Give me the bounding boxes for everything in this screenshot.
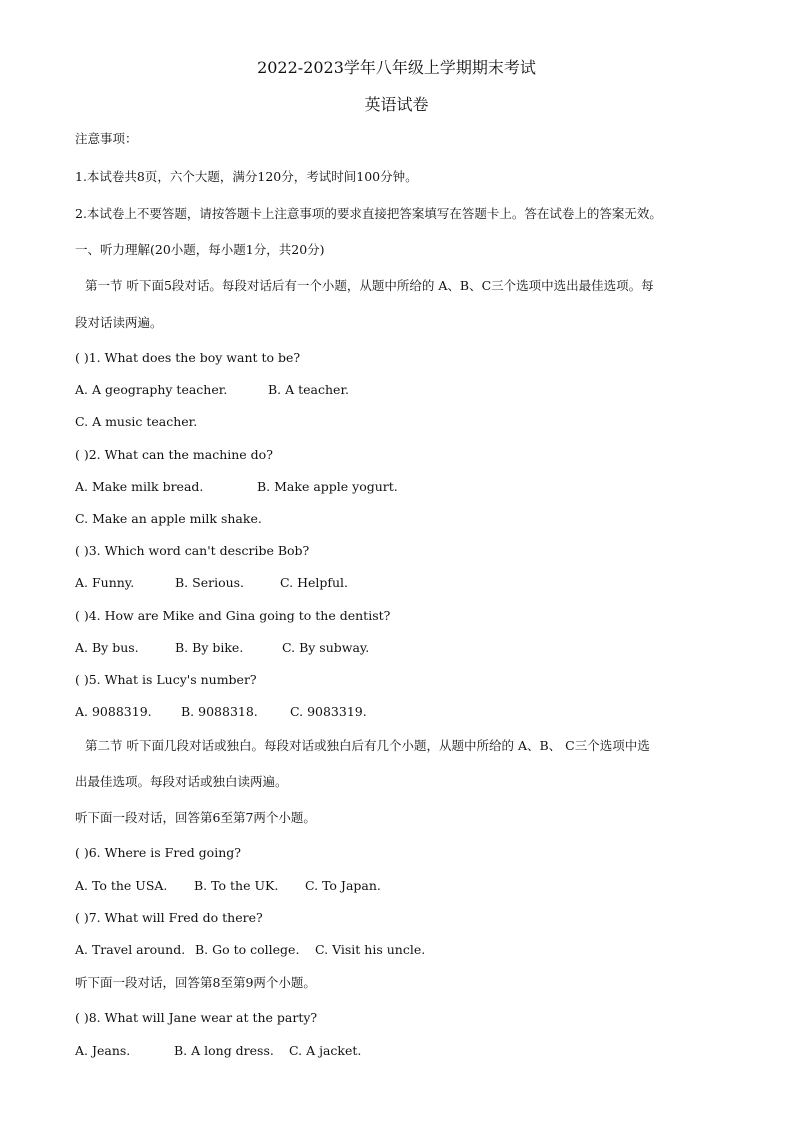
question-2: ( )2. What can the machine do? [75,447,273,462]
option-b: B. 9088318. [181,704,258,719]
option-a: A. By bus. [75,640,139,655]
option-b: B. Make apple yogurt. [257,479,398,494]
option-c: C. Helpful. [280,575,349,590]
option-a: A. Make milk bread. [75,479,204,494]
dialogue-note-1: 听下面一段对话，回答第6至第7两个小题。 [75,810,316,825]
notes-heading: 注意事项： [75,131,138,146]
option-b: B. A long dress. [174,1043,274,1058]
option-a: A. 9088319. [75,704,152,719]
option-c: C. 9083319. [290,704,367,719]
option-c: C. To Japan. [305,878,381,893]
question-3-options [75,575,348,591]
question-5-options [75,704,367,720]
option-c: C. Visit his uncle. [315,942,426,957]
option-a: A. Jeans. [75,1043,131,1058]
option-b: B. Go to college. [195,942,300,957]
question-7-options [75,942,425,958]
notes-item-2: 2.本试卷上不要答题，请按答题卡上注意事项的要求直接把答案填写在答题卡上。答在试卷上的答案无效。 [75,206,662,221]
question-3: ( )3. Which word can't describe Bob? [75,543,310,558]
question-4: ( )4. How are Mike and Gina going to the dentist? [75,608,391,623]
exam-subtitle: 英语试卷 [364,95,429,114]
option-a: A. To the USA. [75,878,168,893]
question-5: ( )5. What is Lucy's number? [75,672,257,687]
option-b: B. Serious. [175,575,245,590]
option-b: B. To the UK. [194,878,279,893]
dialogue-note-2: 听下面一段对话，回答第8至第9两个小题。 [75,975,316,990]
option-b: B. By bike. [175,640,244,655]
part1-intro-line1: 第一节 听下面5段对话。每段对话后有一个小题，从题中所给的 A、B、C三个选项中选出最佳选项。每 [85,278,654,293]
option-c: C. By subway. [282,640,370,655]
section-title: 一、听力理解(20小题，每小题1分，共20分) [75,242,325,257]
part2-intro-line1: 第二节 听下面几段对话或独白。每段对话或独白后有几个小题，从题中所给的 A、B、 C三个选项中选 [85,738,650,753]
part2-intro-line2: 出最佳选项。每段对话或独白读两遍。 [75,774,288,789]
question-6-options [75,878,381,894]
question-8-options [75,1043,361,1059]
question-2-option-c: C. Make an apple milk shake. [75,511,262,526]
notes-item-1: 1.本试卷共8页，六个大题，满分120分，考试时间100分钟。 [75,169,418,184]
question-6: ( )6. Where is Fred going? [75,845,241,860]
option-b: B. A teacher. [268,382,350,397]
option-a: A. Funny. [75,575,135,590]
question-8: ( )8. What will Jane wear at the party? [75,1010,318,1025]
option-c: C. A jacket. [289,1043,362,1058]
exam-title: 2022-2023学年八年级上学期期末考试 [257,58,536,77]
question-1-options [75,382,349,398]
question-1-option-c: C. A music teacher. [75,414,198,429]
part1-intro-line2: 段对话读两遍。 [75,315,163,330]
option-a: A. A geography teacher. [75,382,228,397]
option-a: A. Travel around. [75,942,186,957]
question-1: ( )1. What does the boy want to be? [75,350,301,365]
question-4-options [75,640,369,656]
question-7: ( )7. What will Fred do there? [75,910,263,925]
question-2-options [75,479,398,495]
